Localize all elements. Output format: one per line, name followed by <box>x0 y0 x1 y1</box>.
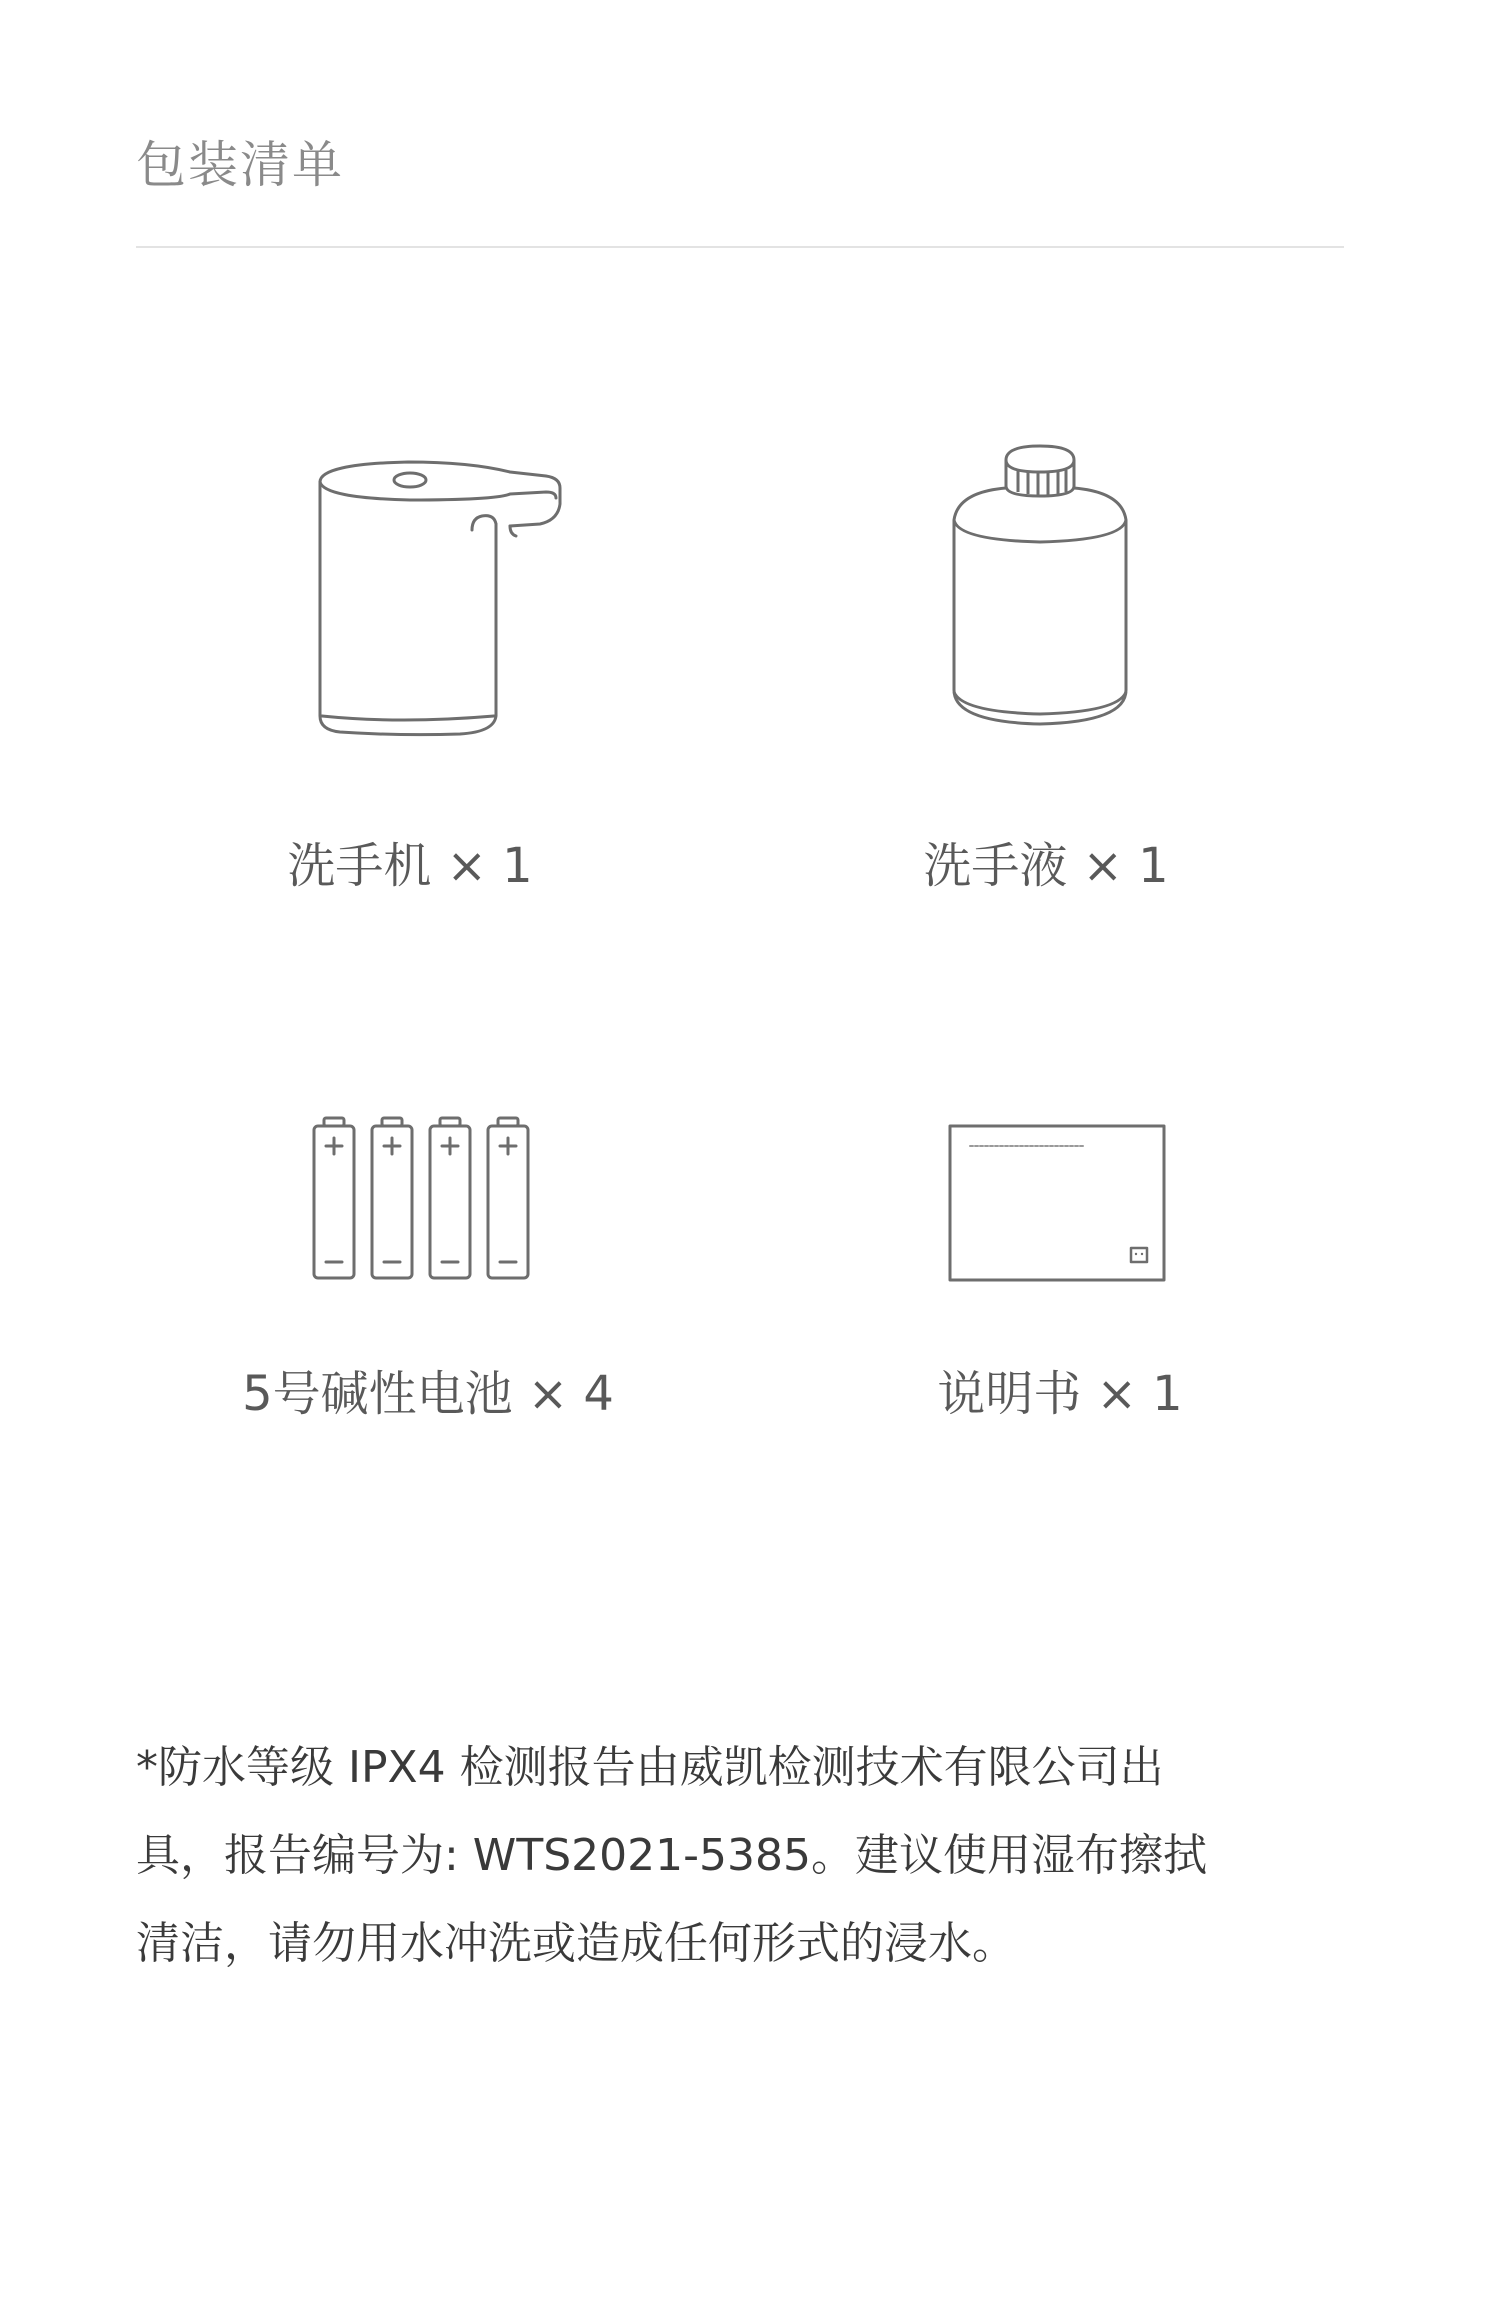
note-line: 具，报告编号为: WTS2021-5385。建议使用湿布擦拭 <box>136 1830 1207 1881</box>
note-line: *防水等级 IPX4 检测报告由威凯检测技术有限公司出 <box>136 1742 1164 1793</box>
waterproof-note <box>136 1724 1356 1988</box>
soap-dispenser-icon <box>310 454 570 744</box>
page-title: 包装清单 <box>136 136 344 194</box>
divider <box>136 246 1344 248</box>
manual-booklet-icon <box>948 1124 1168 1284</box>
item-label-batteries: 5号碱性电池 × 4 <box>242 1366 614 1422</box>
note-line: 清洁，请勿用水冲洗或造成任何形式的浸水。 <box>136 1918 1016 1969</box>
soap-refill-bottle-icon <box>948 440 1132 730</box>
item-label-refill: 洗手液 × 1 <box>923 838 1169 894</box>
item-label-manual: 说明书 × 1 <box>937 1366 1183 1422</box>
aa-batteries-icon <box>312 1118 548 1282</box>
item-label-dispenser: 洗手机 × 1 <box>287 838 533 894</box>
